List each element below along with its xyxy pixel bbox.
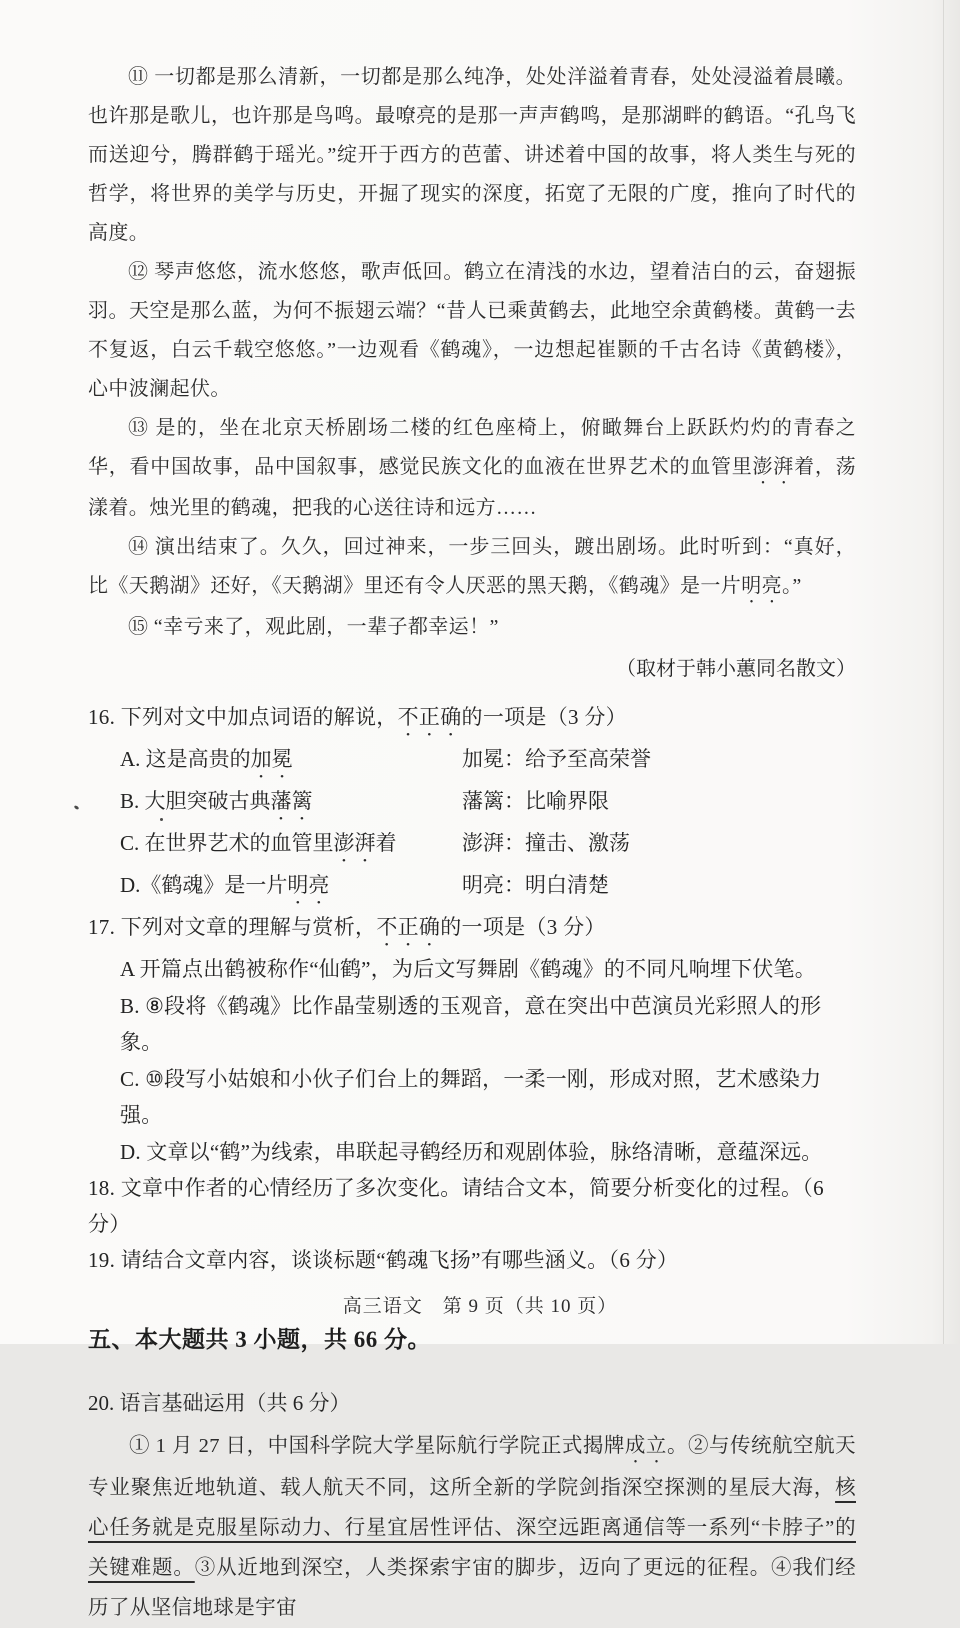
emphasized-word: 不正确 — [397, 705, 462, 729]
question-17-option-b: B. ⑧段将《鹤魂》比作晶莹剔透的玉观音，意在突出中芭演员光彩照人的形象。 — [120, 993, 822, 1054]
scan-speck — [160, 818, 163, 821]
question-19: 19. 请结合文章内容，谈谈标题“鹤魂飞扬”有哪些涵义。（6 分） — [88, 1248, 679, 1272]
option-gloss: 加冕：给予至高荣誉 — [462, 747, 651, 771]
question-17 — [88, 909, 856, 1170]
option-text: D.《鹤魂》是一片 — [120, 873, 288, 897]
underlined-clause: 核心任务就是克服星际动力、行星宜居性评估、深空远距离通信等一系列“卡脖子”的关键难题。 — [88, 1477, 856, 1579]
lead-text: 的一项是（3 分） — [440, 915, 606, 939]
source-attribution: （取材于韩小蕙同名散文） — [616, 658, 856, 680]
question-17-lead — [88, 909, 856, 951]
question-20 — [88, 1384, 856, 1628]
paragraph-text: ⑬ 是的，坐在北京天桥剧场二楼的红色座椅上，俯瞰舞台上跃跃灼灼的青春之华，看中国故事，品中国叙事，感觉民族文化的血液在世界艺术的血管里 — [88, 417, 856, 478]
essay-paragraph-12: ⑫ 琴声悠悠，流水悠悠，歌声低回。鹤立在清浅的水边，望着洁白的云，奋翅振羽。天空是那么蓝，为何不振翅云端？“昔人已乘黄鹤去，此地空余黄鹤楼。黄鹤一去不复返，白云千载空悠悠。”一边观看《鹤魂》，一边想起崔颢的千古名诗《黄鹤楼》，心中波澜起伏。 — [88, 261, 856, 400]
lead-text: 16. 下列对文中加点词语的解说， — [88, 705, 398, 729]
option-gloss: 明亮：明白清楚 — [462, 873, 609, 897]
page-footer: 高三语文 第 9 页（共 10 页） — [342, 1296, 618, 1317]
emphasized-word: 澎湃 — [752, 456, 795, 478]
option-text: 着 — [375, 831, 397, 855]
emphasized-word: 明亮 — [287, 873, 330, 897]
emphasized-word: 成立 — [624, 1435, 667, 1457]
paragraph-text: 。” — [782, 575, 802, 597]
option-text — [120, 825, 462, 867]
option-text: B. 大胆突破古典 — [120, 789, 271, 813]
passage-text: 。②与传统航空航天专业聚焦近地轨道、载人航天不同，这所全新的学院剑指深空探测的星辰大海， — [88, 1435, 856, 1499]
option-text — [120, 867, 462, 909]
section-5-heading: 五、本大题共 3 小题，共 66 分。 — [88, 1327, 431, 1352]
emphasized-word: 明亮 — [741, 575, 783, 597]
option-gloss: 澎湃：撞击、激荡 — [462, 831, 630, 855]
question-20-lead: 20. 语言基础运用（共 6 分） — [88, 1391, 351, 1415]
question-18: 18. 文章中作者的心情经历了多次变化。请结合文本，简要分析变化的过程。（6 分） — [88, 1176, 824, 1236]
lead-text: 的一项是（3 分） — [461, 705, 627, 729]
passage-text: ③从近地到深空，人类探索宇宙的脚步，迈向了更远的征程。④我们经历了从坚信地球是宇宙 — [88, 1557, 856, 1619]
emphasized-word: 澎湃 — [333, 831, 376, 855]
option-gloss: 藩篱：比喻界限 — [462, 789, 609, 813]
lead-text: 17. 下列对文章的理解与赏析， — [88, 915, 377, 939]
essay-paragraph-13 — [88, 409, 856, 528]
reading-passage — [88, 58, 856, 689]
question-17-option-c: C. ⑩段写小姑娘和小伙子们台上的舞蹈，一柔一刚，形成对照，艺术感染力强。 — [120, 1066, 822, 1127]
option-text: C. 在世界艺术的血管里 — [120, 831, 334, 855]
question-16-option-b — [88, 783, 856, 825]
option-text — [120, 741, 462, 783]
question-17-option-d: D. 文章以“鹤”为线索，串联起寻鹤经历和观剧体验，脉络清晰，意蕴深远。 — [120, 1139, 823, 1164]
essay-paragraph-14 — [88, 528, 856, 608]
question-16-lead — [88, 699, 856, 741]
emphasized-word: 藩篱 — [270, 789, 313, 813]
option-text — [120, 783, 462, 825]
paragraph-text: ⑭ 演出结束了。久久，回过神来，一步三回头，踱出剧场。此时听到：“真好，比《天鹅湖》还好，《天鹅湖》里还有令人厌恶的黑天鹅，《鹤魂》是一片 — [88, 536, 856, 597]
essay-paragraph-11: ⑪ 一切都是那么清新，一切都是那么纯净，处处洋溢着青春，处处浸溢着晨曦。也许那是歌儿，也许那是鸟鸣。最嘹亮的是那一声声鹤鸣，是那湖畔的鹤语。“孔鸟飞而送迎兮，腾群鹤于瑶光。”绽开于西方的芭蕾、讲述着中国的故事，将人类生与死的哲学，将世界的美学与历史，开掘了现实的深度，拓宽了无限的广度，推向了时代的高度。 — [88, 66, 856, 244]
question-16-option-a — [88, 741, 856, 783]
questions-block — [88, 699, 856, 1628]
question-17-option-a: A 开篇点出鹤被称作“仙鹤”，为后文写舞剧《鹤魂》的不同凡响埋下伏笔。 — [120, 957, 816, 981]
passage-text: ① 1 月 27 日，中国科学院大学星际航行学院正式揭牌 — [129, 1435, 625, 1457]
paragraph-text: 着，荡漾着。烛光里的鹤魂，把我的心送往诗和远方…… — [88, 456, 856, 519]
option-text: A. 这是高贵的 — [120, 747, 251, 771]
question-16-option-c — [88, 825, 856, 867]
emphasized-word: 加冕 — [250, 747, 293, 771]
emphasized-word: 不正确 — [376, 915, 441, 939]
question-20-passage — [88, 1426, 856, 1628]
essay-paragraph-15: ⑮ “幸亏来了，观此剧，一辈子都幸运！” — [128, 616, 499, 638]
page-edge-fold-line — [943, 0, 944, 1344]
question-16-option-d — [88, 867, 856, 909]
question-17-options — [88, 951, 856, 1170]
question-16 — [88, 699, 856, 909]
